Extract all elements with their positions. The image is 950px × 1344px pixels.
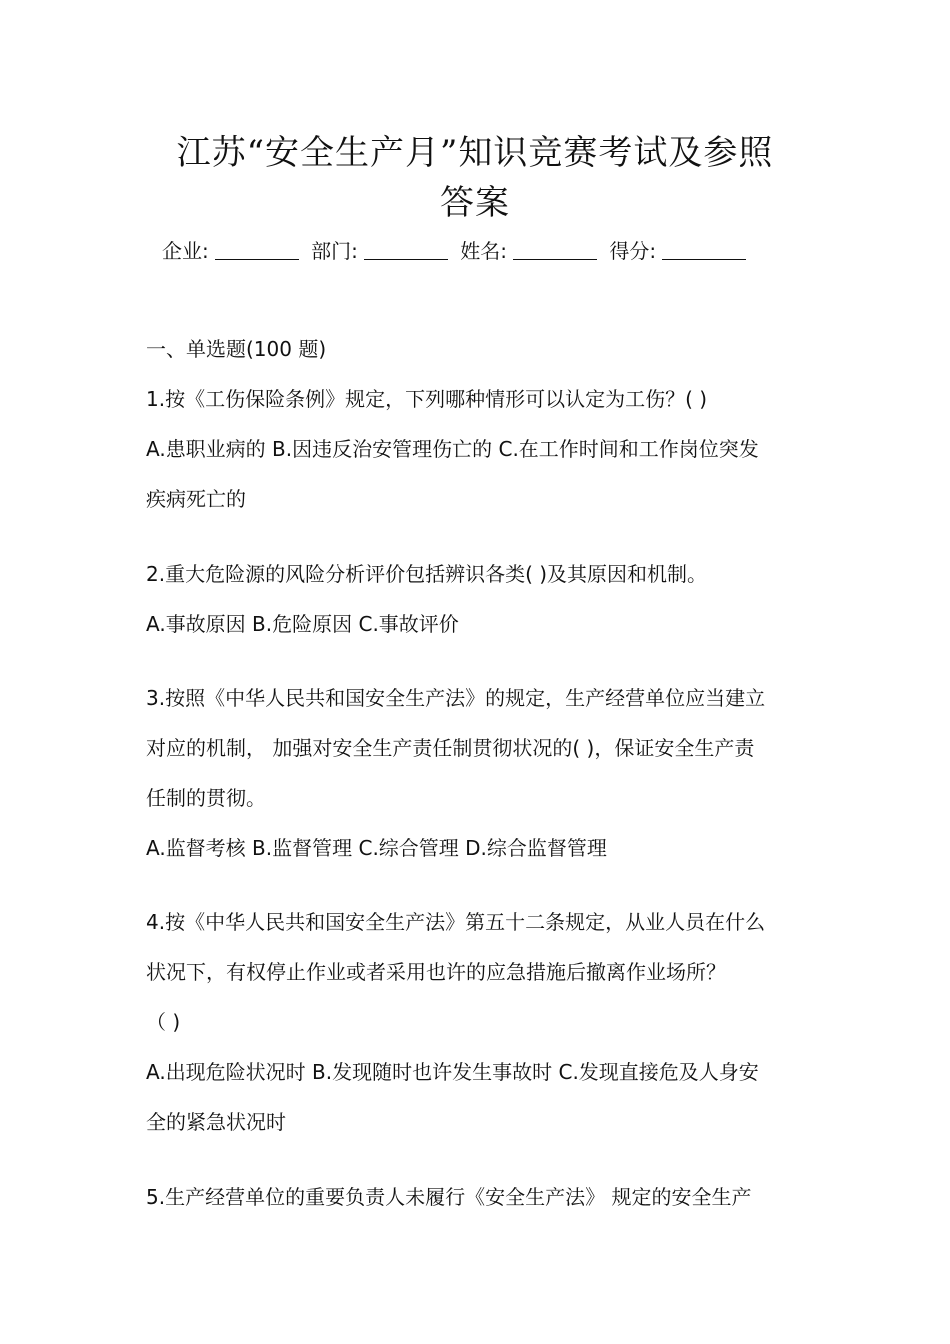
question-4-options-cont: 全的紧急状况时 bbox=[146, 1110, 286, 1134]
department-label: 部门: bbox=[311, 239, 358, 263]
question-4-stem: 4.按《中华人民共和国安全生产法》第五十二条规定，从业人员在什么 bbox=[146, 910, 766, 934]
section-heading: 一、单选题(100 题) bbox=[146, 337, 327, 361]
department-field bbox=[311, 236, 448, 266]
question-2-stem: 2.重大危险源的风险分析评价包括辨识各类( )及其原因和机制。 bbox=[146, 562, 708, 586]
question-4-stem-cont1: 状况下，有权停止作业或者采用也许的应急措施后撤离作业场所？ bbox=[146, 960, 726, 984]
document-title-line1: 江苏“安全生产月”知识竞赛考试及参照 bbox=[176, 133, 774, 173]
question-5-stem: 5.生产经营单位的重要负责人未履行《安全生产法》 规定的安全生产 bbox=[146, 1185, 752, 1209]
company-label: 企业: bbox=[162, 239, 209, 263]
question-3-stem: 3.按照《中华人民共和国安全生产法》的规定，生产经营单位应当建立 bbox=[146, 686, 766, 710]
department-blank[interactable] bbox=[364, 239, 448, 260]
name-blank[interactable] bbox=[513, 239, 597, 260]
info-fields-row bbox=[162, 236, 802, 266]
name-field bbox=[460, 236, 597, 266]
question-1-options-cont: 疾病死亡的 bbox=[146, 487, 246, 511]
name-label: 姓名: bbox=[460, 239, 507, 263]
score-label: 得分: bbox=[609, 239, 657, 263]
question-3-stem-cont1: 对应的机制， 加强对安全生产责任制贯彻状况的( )，保证安全生产责 bbox=[146, 736, 755, 760]
document-title-line2: 答案 bbox=[440, 183, 510, 223]
score-field bbox=[609, 236, 746, 266]
question-3-stem-cont2: 任制的贯彻。 bbox=[146, 786, 266, 810]
question-2-options: A.事故原因 B.危险原因 C.事故评价 bbox=[146, 612, 459, 636]
question-3-options: A.监督考核 B.监督管理 C.综合管理 D.综合监督管理 bbox=[146, 836, 607, 860]
question-1-options: A.患职业病的 B.因违反治安管理伤亡的 C.在工作时间和工作岗位突发 bbox=[146, 437, 759, 461]
score-blank[interactable] bbox=[662, 239, 746, 260]
company-blank[interactable] bbox=[215, 239, 299, 260]
question-4-options: A.出现危险状况时 B.发现随时也许发生事故时 C.发现直接危及人身安 bbox=[146, 1060, 759, 1084]
question-4-stem-cont2: （ ) bbox=[146, 1010, 181, 1034]
company-field bbox=[162, 236, 299, 266]
question-1-stem: 1.按《工伤保险条例》规定，下列哪种情形可以认定为工伤？( ) bbox=[146, 387, 708, 411]
